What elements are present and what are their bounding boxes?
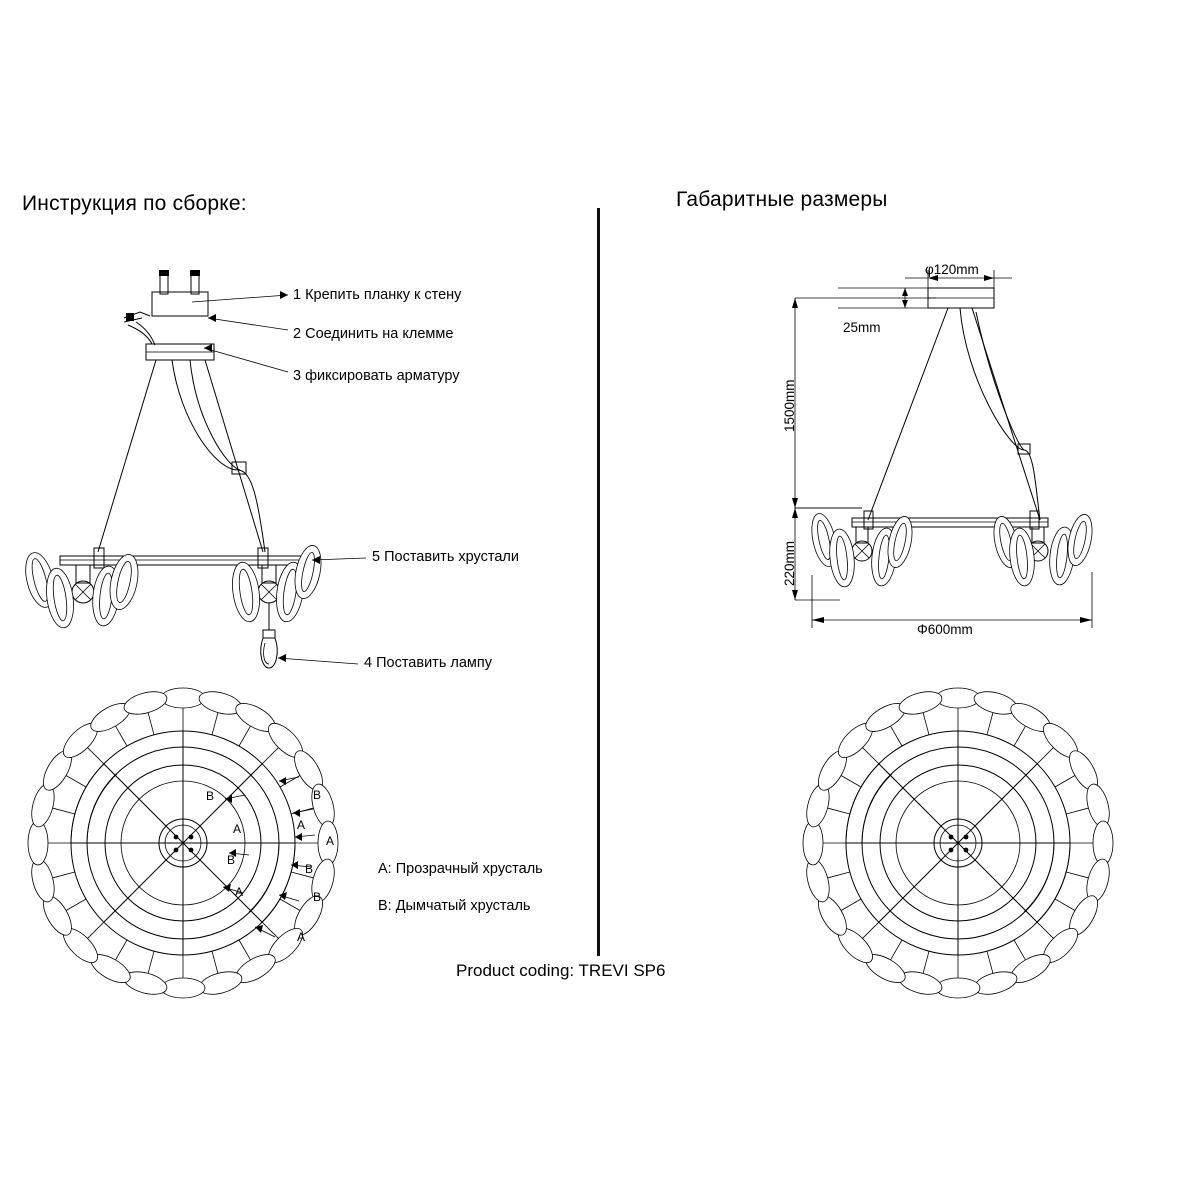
legend-item-b: B: Дымчатый хрусталь xyxy=(378,898,531,914)
dim-canopy-height: 25mm xyxy=(843,320,881,335)
marker-a-4: A xyxy=(326,834,335,848)
step-label-4: 4 Поставить лампу xyxy=(364,655,492,671)
marker-b-2: B xyxy=(227,853,236,867)
page-title-dimensions: Габаритные размеры xyxy=(676,188,888,211)
marker-b-3: B xyxy=(313,788,322,802)
step-label-3: 3 фиксировать арматуру xyxy=(293,368,460,384)
marker-a-5: A xyxy=(297,930,306,944)
legend-item-a: A: Прозрачный хрусталь xyxy=(378,861,543,877)
marker-a-2: A xyxy=(235,885,244,899)
marker-a-1: A xyxy=(233,822,242,836)
dim-canopy-diameter: φ120mm xyxy=(925,262,979,277)
product-coding-label: Product coding: TREVI SP6 xyxy=(456,961,666,980)
dim-drop-height: 1500mm xyxy=(782,379,797,432)
step-label-2: 2 Соединить на клемме xyxy=(293,326,454,342)
step-label-1: 1 Крепить планку к стену xyxy=(293,287,462,303)
marker-b-4: B xyxy=(305,862,314,876)
dim-overall-diameter: Φ600mm xyxy=(917,622,973,637)
page-title-assembly: Инструкция по сборке: xyxy=(22,192,247,215)
dim-body-height: 220mm xyxy=(782,540,797,586)
marker-b-1: B xyxy=(206,789,215,803)
marker-b-5: B xyxy=(313,890,322,904)
marker-a-3: A xyxy=(297,818,306,832)
step-label-5: 5 Поставить хрустали xyxy=(372,549,519,565)
